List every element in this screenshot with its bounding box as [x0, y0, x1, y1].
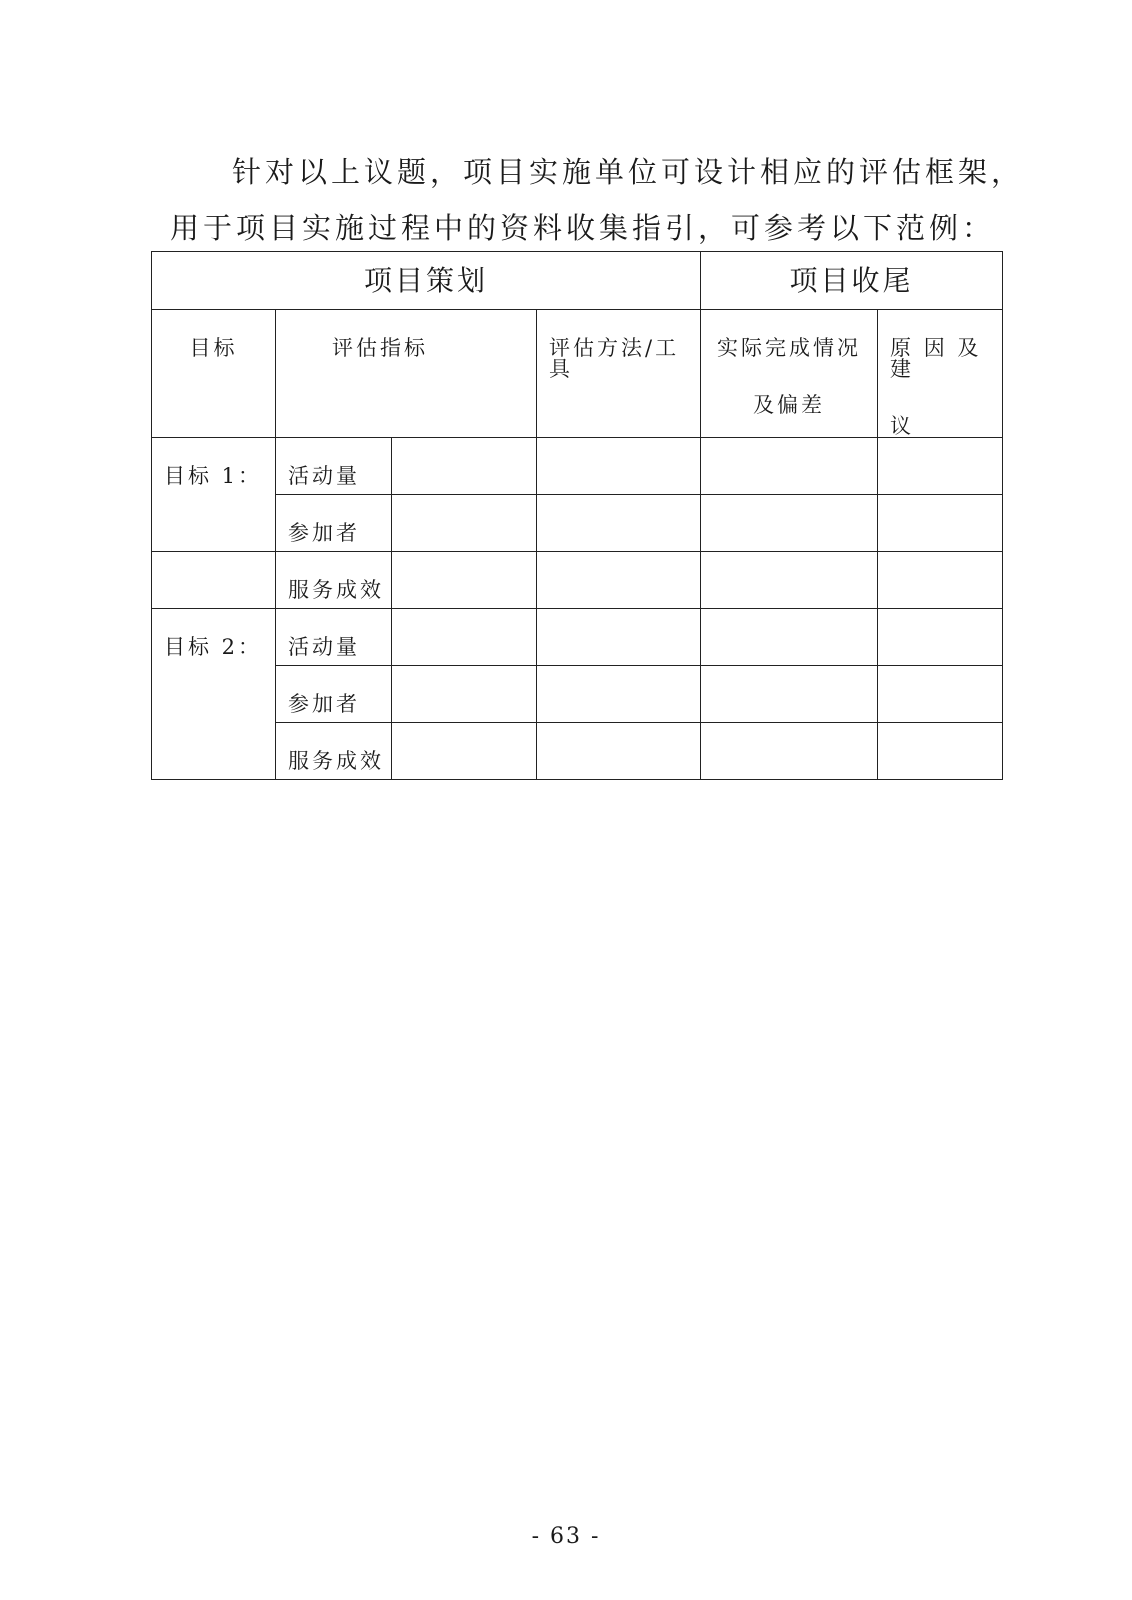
table-row — [152, 495, 1003, 552]
indicator-cell: 活动量 — [276, 438, 392, 495]
col-actual — [701, 310, 878, 438]
empty-cell — [537, 609, 701, 666]
column-header-row — [152, 310, 1003, 438]
empty-cell — [537, 495, 701, 552]
empty-cell — [878, 609, 1003, 666]
empty-cell — [701, 552, 878, 609]
empty-cell — [701, 495, 878, 552]
empty-cell — [537, 438, 701, 495]
indicator-cell: 参加者 — [276, 666, 392, 723]
table-row — [152, 666, 1003, 723]
col-reason-line1: 原 因 及 建 — [890, 336, 982, 381]
page-number: - 63 - — [531, 1524, 601, 1549]
intro-line-2: 用于项目实施过程中的资料收集指引，可参考以下范例： — [170, 211, 996, 245]
indicator-cell: 参加者 — [276, 495, 392, 552]
empty-cell — [878, 552, 1003, 609]
empty-cell — [392, 666, 537, 723]
section-closing: 项目收尾 — [701, 252, 1003, 310]
section-planning: 项目策划 — [152, 252, 701, 310]
empty-cell — [537, 666, 701, 723]
indicator-cell: 服务成效 — [276, 723, 392, 780]
evaluation-framework-table — [151, 251, 1003, 780]
empty-cell — [701, 438, 878, 495]
col-reason-line2: 议 — [890, 414, 915, 438]
empty-cell — [392, 438, 537, 495]
intro-line-1: 针对以上议题，项目实施单位可设计相应的评估框架， — [232, 155, 1025, 189]
empty-cell — [392, 495, 537, 552]
empty-cell — [537, 723, 701, 780]
col-method: 评估方法/工具 — [537, 310, 701, 438]
empty-cell — [701, 723, 878, 780]
table-row — [152, 438, 1003, 495]
table-row — [152, 723, 1003, 780]
empty-cell — [537, 552, 701, 609]
empty-goal-cell — [152, 552, 276, 609]
goal-2-label: 目标 2： — [152, 609, 276, 780]
indicator-cell: 活动量 — [276, 609, 392, 666]
empty-cell — [701, 666, 878, 723]
empty-cell — [392, 609, 537, 666]
section-header-row — [152, 252, 1003, 310]
empty-cell — [878, 723, 1003, 780]
col-actual-line1: 实际完成情况 — [717, 336, 862, 360]
col-actual-line2: 及偏差 — [753, 393, 826, 417]
col-reason — [878, 310, 1003, 438]
empty-cell — [878, 495, 1003, 552]
empty-cell — [392, 552, 537, 609]
col-indicator: 评估指标 — [276, 310, 537, 438]
empty-cell — [701, 609, 878, 666]
empty-cell — [878, 666, 1003, 723]
table-row — [152, 609, 1003, 666]
goal-1-label: 目标 1： — [152, 438, 276, 552]
empty-cell — [392, 723, 537, 780]
table-row — [152, 552, 1003, 609]
empty-cell — [878, 438, 1003, 495]
col-goal: 目标 — [152, 310, 276, 438]
indicator-cell: 服务成效 — [276, 552, 392, 609]
